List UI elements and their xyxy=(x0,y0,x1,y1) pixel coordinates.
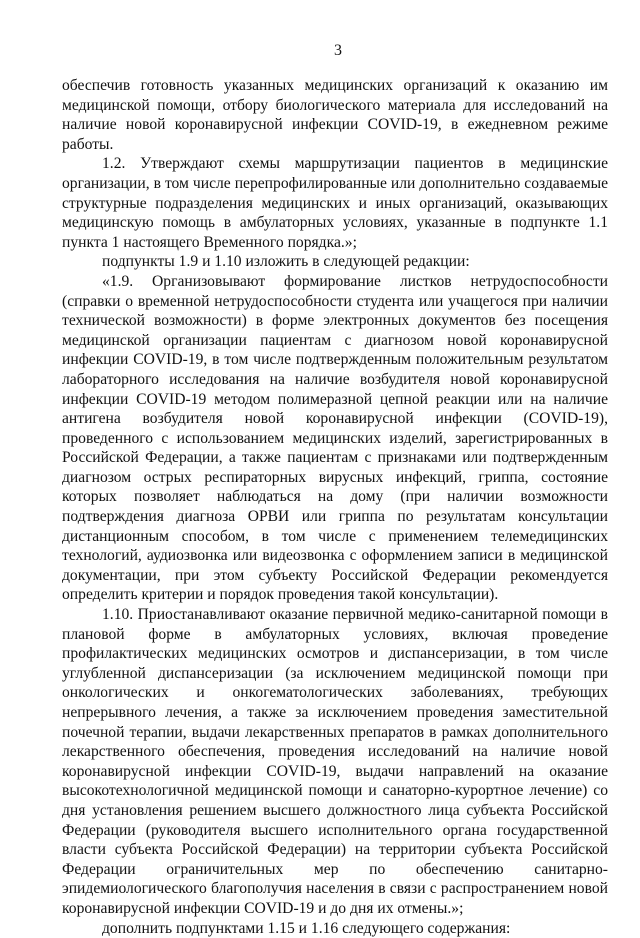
paragraph-amendment-intro: подпункты 1.9 и 1.10 изложить в следующей редакции: xyxy=(102,253,470,271)
paragraph-supplement-intro: дополнить подпунктами 1.15 и 1.16 следующего содержания: xyxy=(102,919,511,937)
paragraph-1-9-sick-leave: «1.9. Организовывают формирование листков нетрудоспособности (справки о временной нетрудоспособности студента или учащегося при наличии технической возможности) в форме электронных документов без посещения медицинской организации пациентам с диагнозом новой коронавирусной инфекции COVID-19, в том числе подтвержденным положительным результатом лабораторного исследования на наличие возбудителя новой коронавирусной инфекции COVID-19 методом полимеразной цепной реакции или на наличие антигена возбудителя новой коронавирусной инфекции (COVID-19), проведенного с использованием медицинских изделий, зарегистрированных в Российской Федерации, а также пациентам с признаками или подтвержденным диагнозом острых респираторных вирусных инфекций, гриппа, состояние которых позволяет наблюдаться на дому (при наличии возможности подтверждения диагноза ОРВИ или гриппа по результатам консультации дистанционным способом, в том числе с применением телемедицинских технологий, аудиозвонка или видеозвонка с оформлением записи в медицинской документации, при этом субъекту Российской Федерации рекомендуется определить критерии и порядок проведения такой консультации). xyxy=(62,272,608,604)
paragraph-1-10-suspension: 1.10. Приостанавливают оказание первичной медико-санитарной помощи в плановой форме в амбулаторных условиях, включая проведение профилактических медицинских осмотров и диспансеризации, в том числе углубленной диспансеризации (за исключением медицинской помощи при онкологических и онкогематологических заболеваниях, требующих непрерывного лечения, а также за исключением проведения заместительной почечной терапии, выдачи лекарственных препаратов в рамках дополнительного лекарственного обеспечения, проведения исследований на наличие новой коронавирусной инфекции COVID-19, выдачи направлений на оказание высокотехнологичной медицинской помощи и санаторно-курортное лечение) со дня установления решением высшего должностного лица субъекта Российской Федерации (руководителя высшего исполнительного органа государственной власти субъекта Российской Федерации) на территории субъекта Российской Федерации ограничительных мер по обеспечению санитарно-эпидемиологического благополучия населения в связи с распространением новой коронавирусной инфекции COVID-19 и до дня их отмены.»; xyxy=(62,606,608,917)
page-number: 3 xyxy=(334,42,342,59)
paragraph-routing-readiness: обеспечив готовность указанных медицинских организаций к оказанию им медицинской помощи, отбору биологического материала для исследований на наличие новой коронавирусной инфекции COVID-19, в ежедневном режиме работы. xyxy=(62,77,608,153)
paragraph-1-2-routing-schemes: 1.2. Утверждают схемы маршрутизации пациентов в медицинские организации, в том числе перепрофилированные или дополнительно создаваемые структурные подразделения медицинских и иных организаций, оказывающих медицинскую помощь в амбулаторных условиях, указанные в подпункте 1.1 пункта 1 настоящего Временного порядка.»; xyxy=(62,155,608,251)
